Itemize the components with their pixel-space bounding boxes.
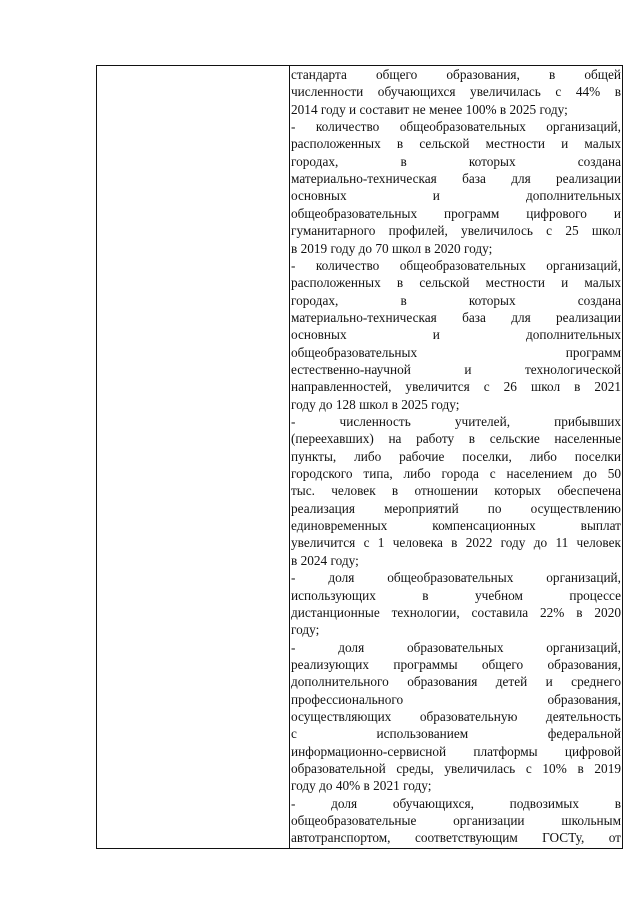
text-line: - количество общеобразовательных организаций, [291,257,621,273]
text-line: году до 128 школ в 2025 году; [291,396,460,412]
text-line: автотранспортом, соответствующим ГОСТу, от [291,830,621,846]
text-line: образовательной среды, увеличилась с 10% в 2019 [291,761,621,776]
text-line: - численность учителей, прибывших [291,414,621,429]
text-line: (переехавших) на работу в сельские населенные [291,431,621,447]
text-line: - доля общеобразовательных организаций, [291,570,621,586]
text-line: стандарта общего образования, в общей [291,67,621,82]
right-text-cell [291,66,621,847]
text-line: использующих в учебном процессе [291,587,621,603]
text-line: общеобразовательных программ [291,344,621,360]
column-divider [289,65,290,849]
text-line: городах, в которых создана [291,153,621,169]
text-line: в 2024 году; [291,552,359,568]
text-line: дистанционные технологии, составила 22% в 2020 [291,604,621,620]
text-line: реализация мероприятий по осуществлению [291,500,621,516]
text-line: 2014 году и составит не менее 100% в 2025 году; [291,101,568,117]
text-line: единовременных компенсационных выплат [291,518,621,534]
text-line: с использованием федеральной [291,726,621,742]
text-line: году; [291,622,320,638]
text-line: направленностей, увеличится с 26 школ в 2021 [291,379,621,395]
text-line: материально-техническая база для реализации [291,309,621,325]
text-line: - количество общеобразовательных организаций, [291,119,621,135]
text-line: - доля образовательных организаций, [291,639,621,655]
text-line: дополнительного образования детей и среднего [291,674,621,690]
text-line: численности обучающихся увеличилась с 44% в [291,84,621,100]
text-line: осуществляющих образовательную деятельность [291,708,621,724]
text-line: основных и дополнительных [291,327,621,343]
text-line: реализующих программы общего образования, [291,656,621,672]
text-line: гуманитарного профилей, увеличилось с 25 школ [291,223,621,239]
text-line: основных и дополнительных [291,188,621,204]
text-line: городского типа, либо города с населением до 50 [291,466,621,482]
text-line: профессионального образования, [291,691,621,707]
text-line: увеличится с 1 человека в 2022 году до 11 человек [291,535,621,551]
text-line: расположенных в сельской местности и малых [291,136,621,152]
text-line: информационно-сервисной платформы цифровой [291,743,621,759]
text-line: общеобразовательные организации школьным [291,813,621,829]
text-line: естественно-научной и технологической [291,361,621,377]
text-line: общеобразовательных программ цифрового и [291,205,621,221]
text-line: пункты, либо рабочие поселки, либо поселки [291,448,621,464]
text-line: в 2019 году до 70 школ в 2020 году; [291,240,493,256]
text-line: материально-техническая база для реализации [291,171,621,187]
text-line: - доля обучающихся, подвозимых в [291,795,621,811]
text-line: тыс. человек в отношении которых обеспечена [291,483,621,499]
text-line: расположенных в сельской местности и малых [291,275,621,291]
text-line: году до 40% в 2021 году; [291,778,432,794]
text-line: городах, в которых создана [291,292,621,308]
